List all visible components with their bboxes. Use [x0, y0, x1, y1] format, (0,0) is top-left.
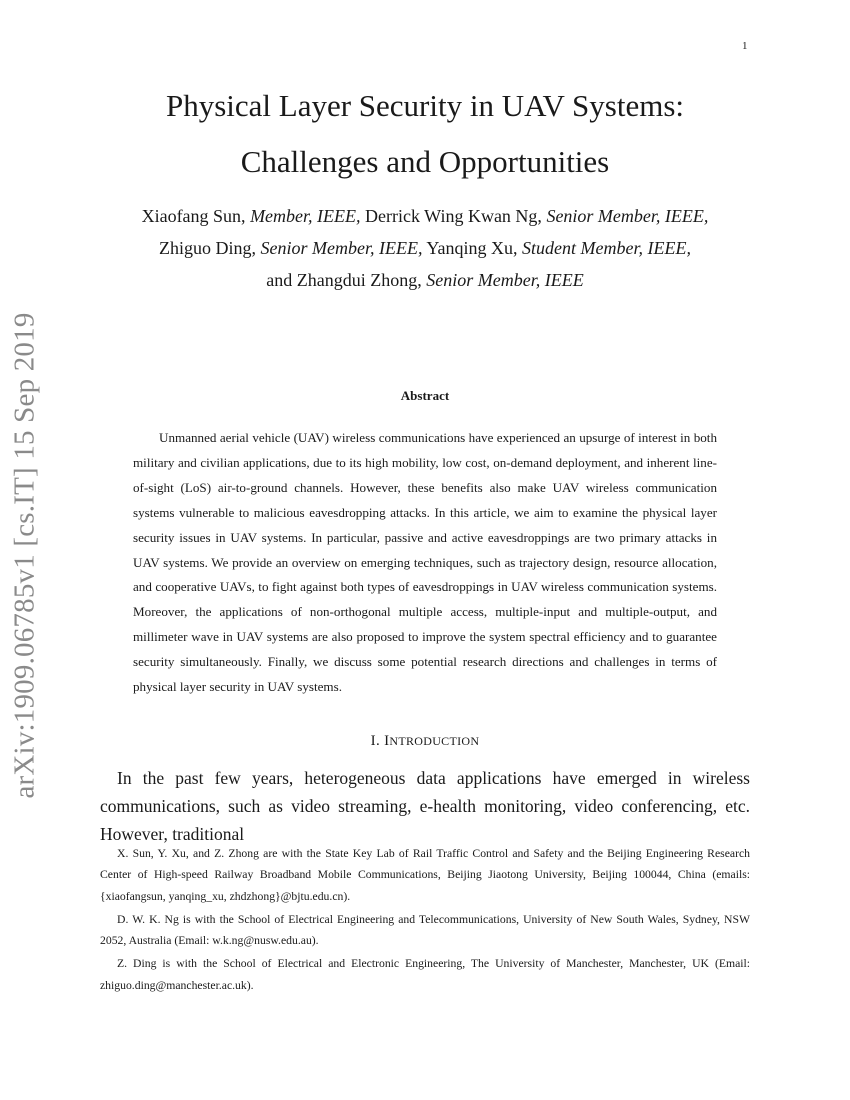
author-line-3	[60, 264, 790, 296]
author-membership: Student Member, IEEE,	[522, 238, 691, 258]
paper-title-line-2: Challenges and Opportunities	[240, 144, 610, 179]
affiliation-footnotes	[100, 843, 750, 998]
author-membership: Senior Member, IEEE,	[260, 238, 423, 258]
author-name: Zhiguo Ding,	[159, 238, 257, 258]
introduction-paragraph: In the past few years, heterogeneous data applications have emerged in wireless communications, such as video streaming, e-health monitoring, video conferencing, etc. However, traditional	[100, 768, 750, 844]
page-number: 1	[742, 40, 748, 52]
footnote-sun-xu-zhong: X. Sun, Y. Xu, and Z. Zhong are with the State Key Lab of Rail Traffic Control and Safety and the Beijing Engineering Research Center of High-speed Railway Broadband Mobile Communications, Beijing Jiaotong University, Beijing 100044, China (emails: {xiaofangsun, yanqing_xu, zhdzhong}@bjtu.edu.cn).	[100, 847, 750, 903]
footnote-ng: D. W. K. Ng is with the School of Electrical Engineering and Telecommunications, University of New South Wales, Sydney, NSW 2052, Australia (Email: w.k.ng@nusw.edu.au).	[100, 912, 750, 948]
section-title-initial: I	[384, 733, 390, 749]
author-membership: Senior Member, IEEE,	[546, 206, 709, 226]
footnote-ding: Z. Ding is with the School of Electrical and Electronic Engineering, The University of Manchester, Manchester, UK (Email: zhiguo.ding@manchester.ac.uk).	[100, 957, 750, 992]
abstract-heading: Abstract	[400, 388, 450, 403]
author-line-1	[60, 200, 790, 232]
section-heading-introduction	[0, 733, 850, 750]
author-name: Yanqing Xu,	[426, 238, 518, 258]
author-name: Xiaofang Sun,	[141, 206, 246, 226]
arxiv-identifier-text: arXiv:1909.06785v1 [cs.IT] 15 Sep 2019	[8, 311, 41, 799]
author-membership: Senior Member, IEEE	[426, 270, 584, 290]
author-name: and Zhangdui Zhong,	[266, 270, 422, 290]
section-number: I.	[370, 733, 381, 749]
author-name: Derrick Wing Kwan Ng,	[365, 206, 542, 226]
author-line-2	[60, 232, 790, 264]
abstract-text: Unmanned aerial vehicle (UAV) wireless communications have experienced an upsurge of interest in both military and civilian applications, due to its high mobility, low cost, on-demand deployment, and inherent line-of-sight (LoS) air-to-ground channels. However, these benefits also make UAV wireless communication systems vulnerable to malicious eavesdropping attacks. In this article, we aim to examine the physical layer security issues in UAV systems. In particular, passive and active eavesdroppings are two primary attacks in UAV systems. We provide an overview on emerging techniques, such as trajectory design, resource allocation, and cooperative UAVs, to fight against both types of eavesdroppings in UAV wireless communication systems. Moreover, the applications of non-orthogonal multiple access, multiple-input and multiple-output, and millimeter wave in UAV systems are also proposed to improve the system spectral efficiency and to guarantee security simultaneously. Finally, we discuss some potential research directions and challenges in terms of physical layer security in UAV systems.	[133, 430, 717, 695]
paper-title	[0, 78, 850, 190]
section-title-rest: NTRODUCTION	[389, 734, 480, 748]
paper-title-line-1: Physical Layer Security in UAV Systems:	[165, 88, 685, 123]
author-membership: Member, IEEE,	[250, 206, 361, 226]
author-list	[60, 200, 790, 296]
arxiv-identifier-stamp	[6, 310, 44, 800]
